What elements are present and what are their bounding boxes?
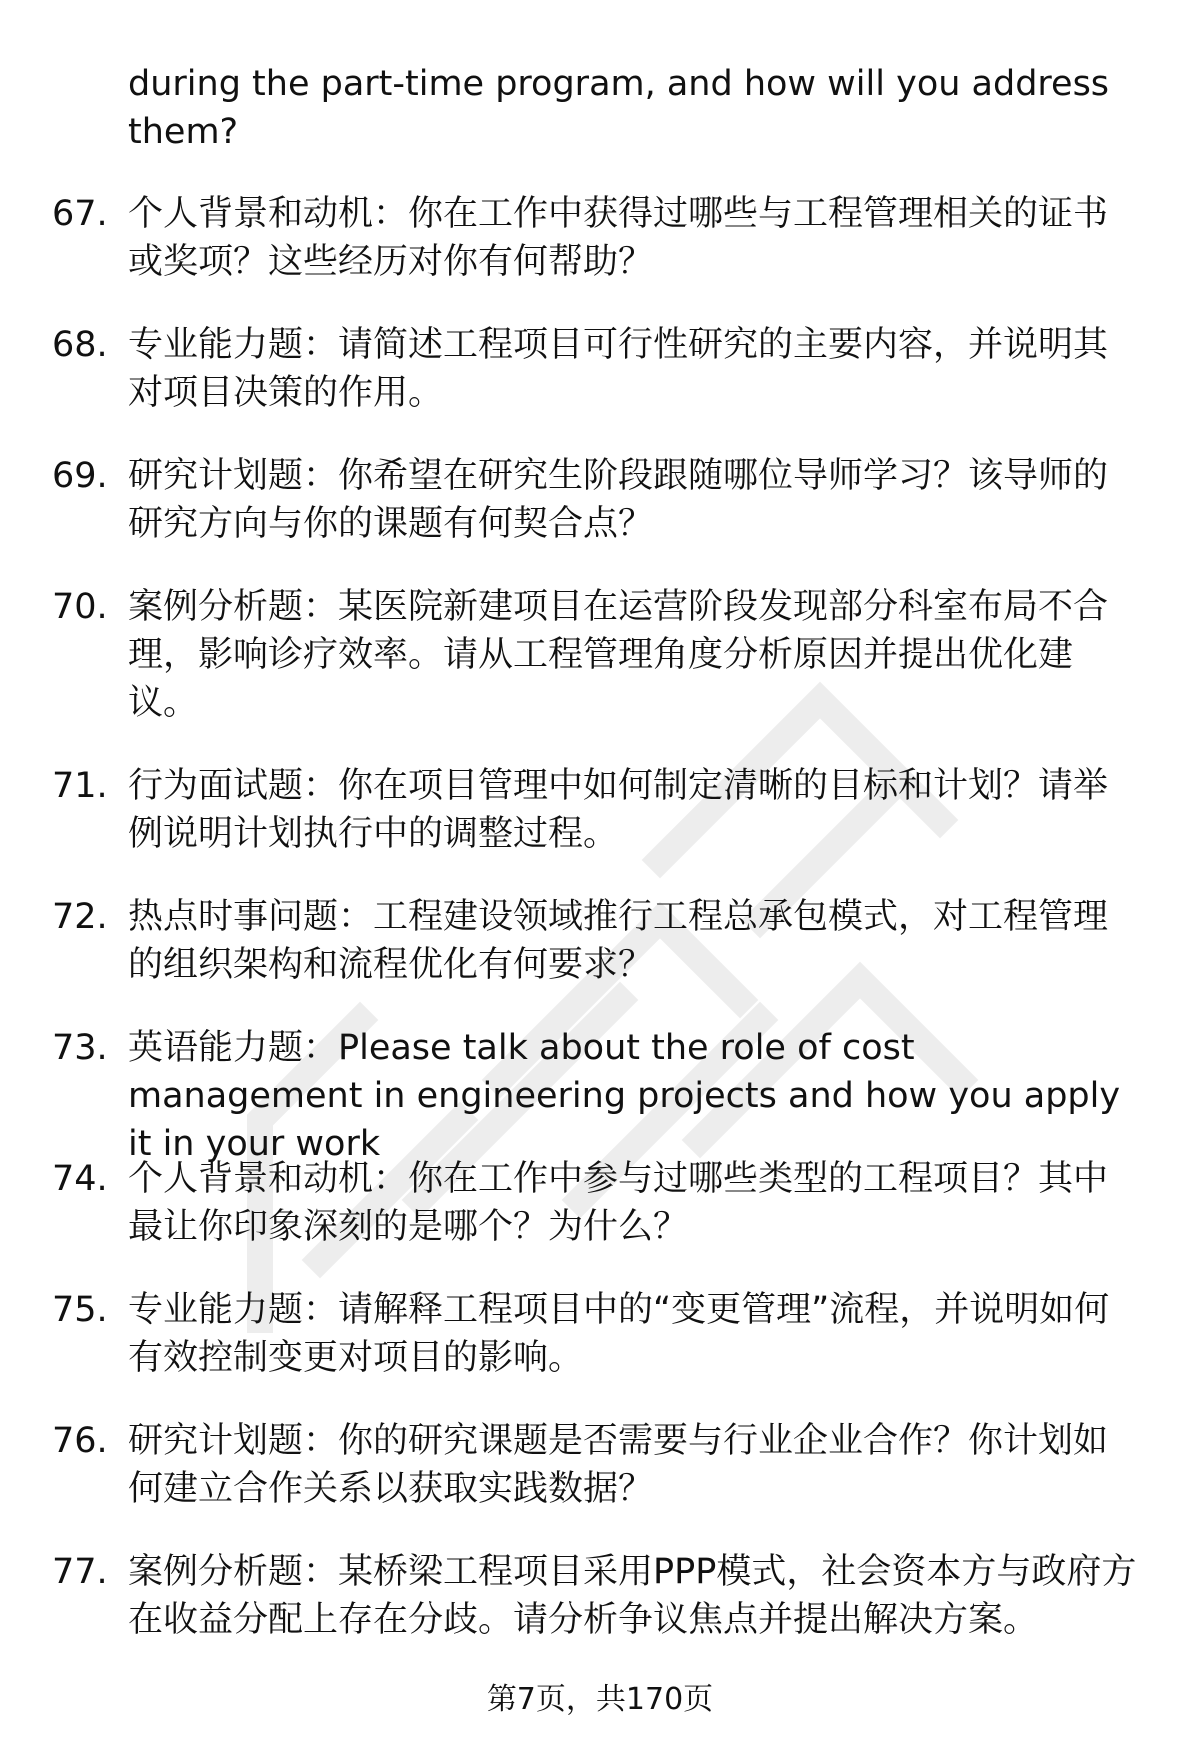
question-text: 个人背景和动机：你在工作中获得过哪些与工程管理相关的证书或奖项？这些经历对你有何帮助？: [128, 194, 1109, 282]
question-text: 个人背景和动机：你在工作中参与过哪些类型的工程项目？其中最让你印象深刻的是哪个？为什么？: [128, 1159, 1109, 1247]
question-item-72: [0, 893, 1200, 1024]
page-number-footer: 第7页，共170页: [486, 1682, 714, 1717]
question-number: 73.: [52, 1028, 108, 1068]
question-text: 研究计划题：你的研究课题是否需要与行业企业合作？你计划如何建立合作关系以获取实践数据？: [128, 1421, 1109, 1509]
question-item-77: [0, 1548, 1200, 1679]
question-item-76: [0, 1417, 1200, 1548]
question-item-73: [0, 1024, 1200, 1164]
question-item-70: [0, 583, 1200, 762]
question-text: 专业能力题：请解释工程项目中的“变更管理”流程，并说明如何有效控制变更对项目的影响。: [128, 1290, 1110, 1378]
question-number: 76.: [52, 1421, 108, 1461]
question-text: 英语能力题：Please talk about the role of cost management in engineering projects and how you apply it in your work: [128, 1028, 1121, 1164]
question-item-74: [0, 1155, 1200, 1286]
question-number: 70.: [52, 587, 108, 627]
question-text: 案例分析题：某桥梁工程项目采用PPP模式，社会资本方与政府方在收益分配上存在分歧。请分析争议焦点并提出解决方案。: [128, 1552, 1137, 1640]
previous-question-continuation: during the part-time program, and how will you address them?: [128, 64, 1110, 152]
question-item-69: [0, 452, 1200, 583]
question-number: 67.: [52, 194, 108, 234]
question-text: 专业能力题：请简述工程项目可行性研究的主要内容，并说明其对项目决策的作用。: [128, 325, 1109, 413]
question-list: [0, 190, 1200, 1679]
question-text: 研究计划题：你希望在研究生阶段跟随哪位导师学习？该导师的研究方向与你的课题有何契合点？: [128, 456, 1109, 544]
question-item-75: [0, 1286, 1200, 1417]
question-number: 72.: [52, 897, 108, 937]
question-text: 热点时事问题：工程建设领域推行工程总承包模式，对工程管理的组织架构和流程优化有何要求？: [128, 897, 1109, 985]
question-item-68: [0, 321, 1200, 452]
question-number: 75.: [52, 1290, 108, 1330]
question-number: 77.: [52, 1552, 108, 1592]
question-number: 68.: [52, 325, 108, 365]
question-number: 74.: [52, 1159, 108, 1199]
question-text: 行为面试题：你在项目管理中如何制定清晰的目标和计划？请举例说明计划执行中的调整过程。: [128, 766, 1109, 854]
question-item-67: [0, 190, 1200, 321]
question-number: 71.: [52, 766, 108, 806]
question-text: 案例分析题：某医院新建项目在运营阶段发现部分科室布局不合理，影响诊疗效率。请从工程管理角度分析原因并提出优化建议。: [128, 587, 1109, 723]
question-item-71: [0, 762, 1200, 893]
question-number: 69.: [52, 456, 108, 496]
